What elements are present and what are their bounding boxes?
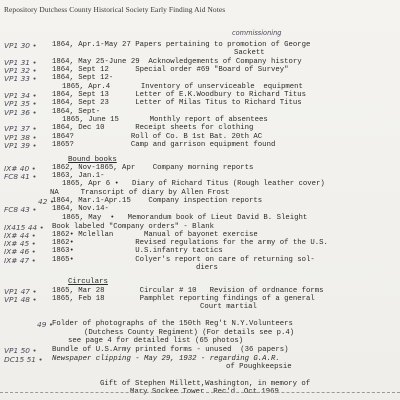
- handwritten-call-number: VP1 47 •: [4, 287, 37, 296]
- handwritten-call-number: IX# 46 •: [4, 247, 36, 256]
- entry-text: of Poughkeepsie: [226, 363, 292, 371]
- entry-line: [0, 320, 400, 329]
- entry-line: [0, 214, 400, 223]
- entry-text: Book labeled "Company orders" - Blank: [52, 223, 215, 231]
- entry-text: (Dutchess County Regiment) (For details see p.4): [84, 329, 295, 337]
- entry-text: 1862• Mclellan Manual of bayonet exercise: [52, 231, 258, 239]
- entry-text: 1864, Sept 12-: [52, 74, 114, 82]
- entry-text: see page 4 for detailed list (65 photos): [68, 337, 244, 345]
- handwritten-call-number: IX415 44 •: [4, 223, 44, 232]
- entry-text: diers: [196, 264, 218, 272]
- handwritten-call-number: 42 •: [38, 197, 55, 206]
- handwritten-call-number: IX# 40 •: [4, 164, 36, 173]
- entry-text: Sackett: [234, 49, 265, 57]
- entry-line: [0, 74, 400, 83]
- entry-text: Court martial: [200, 303, 257, 311]
- handwritten-call-number: 49 •: [37, 320, 54, 329]
- handwritten-call-number: VP1 50 •: [4, 346, 37, 355]
- entry-text: 1864, May 25-June 29 Acknowledgements of Company history: [52, 58, 302, 66]
- entry-text: Gift of Stephen Millett,Washington, in memory of: [100, 380, 311, 388]
- section-heading: Bound books: [68, 156, 117, 164]
- entry-text: 1862, Nov-1865, Apr Company morning reports: [52, 164, 254, 172]
- entry-text: 1862• Revised regulations for the army of the U.S.: [52, 239, 328, 247]
- section-heading: Circulars: [68, 278, 108, 286]
- entry-text: 1864, Sept 13 Letter of E.K.Woodbury to Richard Titus: [52, 91, 306, 99]
- entry-text: 1864, Sept 12 Special order #69 "Board of Survey": [52, 66, 289, 74]
- entry-text: Mary Sockee Tower Rec'd Oct.1969: [130, 388, 279, 396]
- entry-text: 1865, Apr 6 • Diary of Richard Titus (Rough leather cover): [62, 180, 325, 188]
- handwritten-call-number: VP1 39 •: [4, 141, 37, 150]
- entry-text: Newspaper clipping - May 29, 1932 - regarding G.A.R.: [52, 355, 280, 363]
- handwritten-call-number: VP1 33 •: [4, 74, 37, 83]
- entry-text: 1865, May • Memorandum book of Lieut David B. Sleight: [62, 214, 308, 222]
- handwritten-call-number: IX# 45 •: [4, 239, 36, 248]
- entry-line: [0, 346, 400, 355]
- handwritten-call-number: VP1 36 •: [4, 108, 37, 117]
- entry-text: 1865, Mar 28 Circular # 10 Revision of ordnance forms: [52, 287, 324, 295]
- handwritten-call-number: VP1 30 •: [4, 41, 37, 50]
- entry-line: [0, 99, 400, 108]
- entry-text: 1864, Sept-: [52, 108, 101, 116]
- handwritten-call-number: FC8 43 •: [4, 205, 37, 214]
- page-header: Repository Dutchess County Historical Society Early Finding Aid Notes: [4, 5, 226, 14]
- entry-text: 1863, Jan.1-: [52, 172, 105, 180]
- entry-text: Folder of photographs of the 150th Reg't N.Y.Volunteers: [52, 320, 293, 328]
- handwritten-call-number: VP1 31 •: [4, 58, 37, 67]
- handwritten-call-number: FC8 41 •: [4, 172, 37, 181]
- entry-text: 1864, Nov.14-: [52, 205, 109, 213]
- entry-text: Bundle of U.S.Army printed forms - unused (36 papers): [52, 346, 289, 354]
- entry-line: [0, 124, 400, 133]
- handwritten-call-number: VP1 48 •: [4, 295, 37, 304]
- entry-line: [0, 303, 400, 312]
- entry-line: [0, 247, 400, 256]
- entry-text: 1865, Feb 18 Pamphlet reporting findings of a general: [52, 295, 315, 303]
- handwritten-call-number: VP1 35 •: [4, 99, 37, 108]
- handwritten-call-number: VP1 32 •: [4, 66, 37, 75]
- entry-line: [0, 205, 400, 214]
- entry-text: 1865• Colyer's report on care of returning sol-: [52, 256, 315, 264]
- entry-text: 1863• U.S.infantry tactics: [52, 247, 223, 255]
- entry-text: 1864, Mar.1-Apr.15 Company inspection reports: [52, 197, 263, 205]
- entry-line: [0, 264, 400, 273]
- entry-text: 1864, Sept 23 Letter of Milas Titus to Richard Titus: [52, 99, 302, 107]
- entry-text: 1865? Camp and garrison equipment found: [52, 141, 276, 149]
- handwritten-call-number: IX# 47 •: [4, 256, 36, 265]
- entry-text: 1864? Roll of Co. B 1st Bat. 20th AC: [52, 133, 263, 141]
- handwritten-call-number: IX# 44 •: [4, 231, 36, 240]
- entry-line: [0, 141, 400, 150]
- entry-line: [0, 49, 400, 58]
- entry-line: [0, 337, 400, 346]
- entry-text: 1864, Apr.1-May 27 Papers pertaining to promotion of George: [52, 41, 311, 49]
- entry-text: NA Transcript of diary by Allen Frost: [50, 189, 230, 197]
- entry-text: 1865, Apr.4 Inventory of unserviceable equipment: [62, 83, 303, 91]
- handwritten-call-number: DC15 51 •: [4, 355, 43, 364]
- handwritten-call-number: VP1 34 •: [4, 91, 37, 100]
- entry-line: [0, 180, 400, 189]
- entry-text: 1864, Dec 10 Receipt sheets for clothing: [52, 124, 254, 132]
- page-edge: [0, 392, 400, 396]
- entry-line: [0, 371, 400, 380]
- entry-text: 1865, June 15 Monthly report of absentees: [62, 116, 268, 124]
- handwritten-correction: commissioning: [232, 29, 282, 37]
- handwritten-call-number: VP1 38 •: [4, 133, 37, 142]
- handwritten-call-number: VP1 37 •: [4, 124, 37, 133]
